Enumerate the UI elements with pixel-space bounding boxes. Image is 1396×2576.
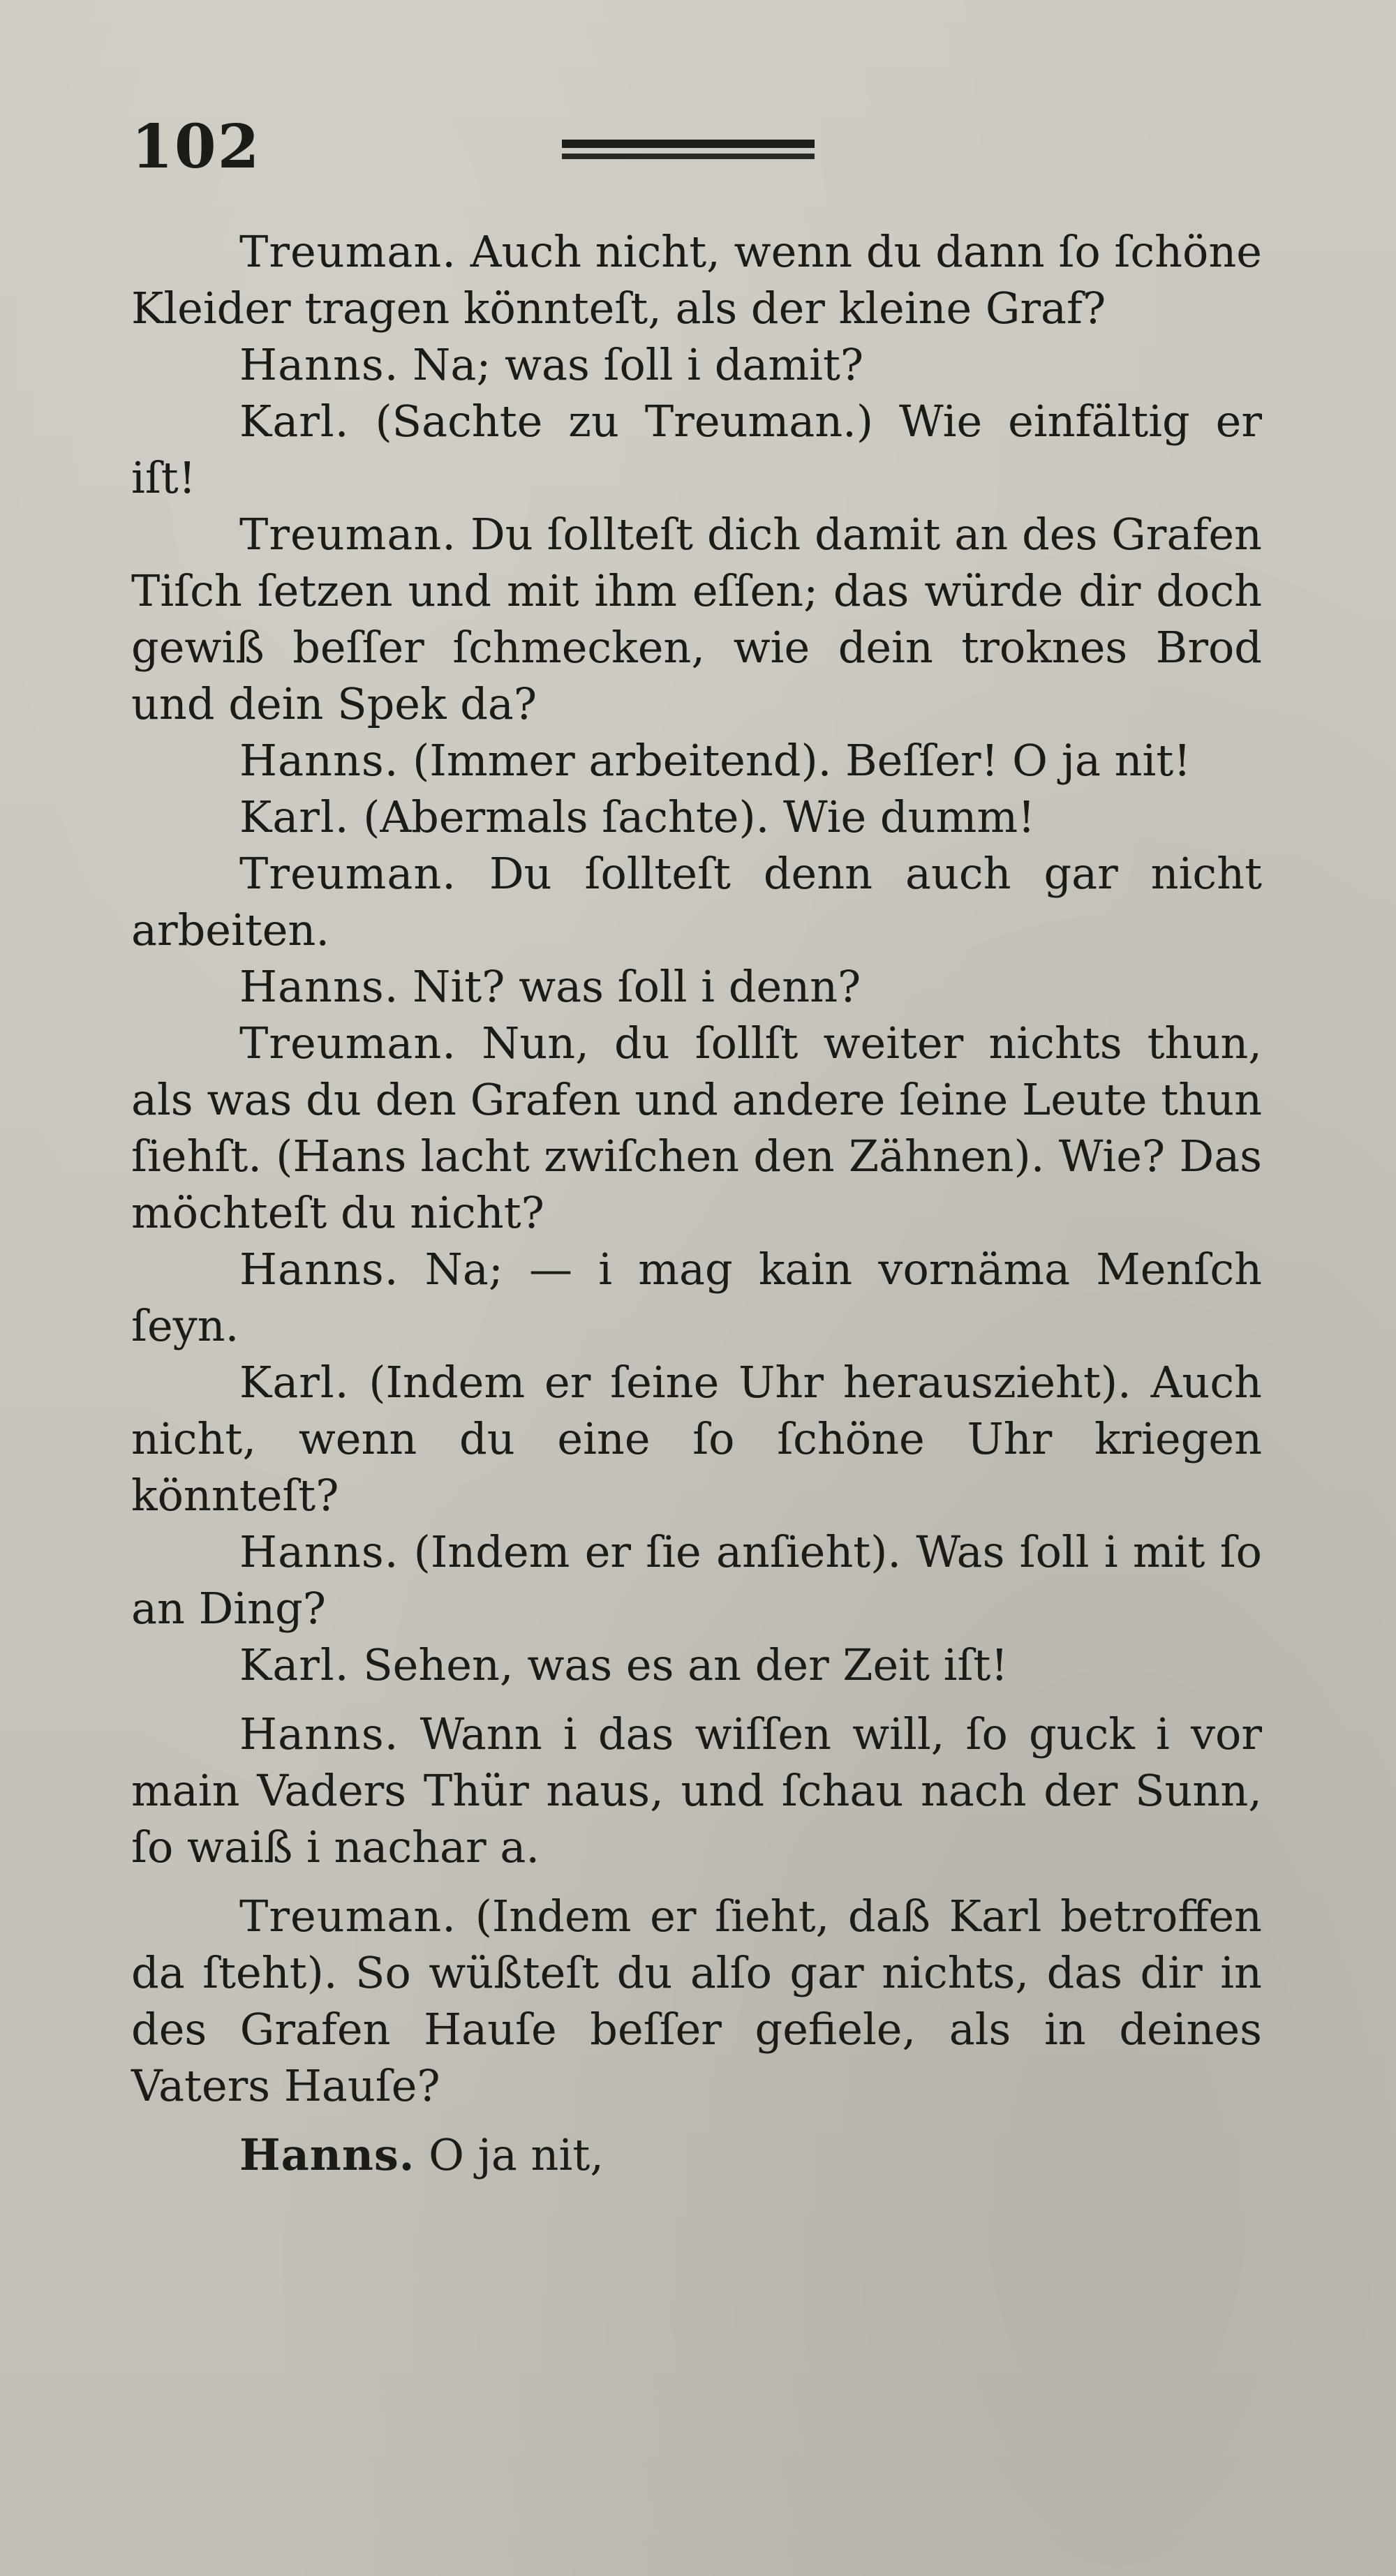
line-text: O ja nit, bbox=[429, 2129, 604, 2180]
line-text: (Abermals ſachte). Wie dumm! bbox=[363, 791, 1036, 842]
speaker-name: Hanns. bbox=[239, 1244, 399, 1295]
dialogue-line bbox=[131, 845, 1262, 958]
speaker-name: Hanns. bbox=[239, 961, 399, 1012]
line-text: Nit? was ſoll i denn? bbox=[413, 961, 861, 1012]
line-text: (Sachte zu Treuman.) Wie einfältig er iſt! bbox=[131, 396, 1263, 503]
dialogue-line bbox=[131, 2127, 1262, 2183]
speaker-name: Hanns. bbox=[239, 1708, 399, 1759]
dialogue-line bbox=[131, 1888, 1262, 2114]
dialogue-line bbox=[131, 336, 1262, 393]
speaker-name: Hanns. bbox=[239, 1526, 399, 1577]
speaker-name: Treuman. bbox=[239, 509, 457, 560]
page-number: 102 bbox=[131, 112, 261, 182]
line-text: (Indem er ſie anſieht). Was ſoll i mit ſo an Ding? bbox=[131, 1526, 1262, 1634]
line-text: (Indem er ſieht, daß Karl betroffen da ſteht). So wüßteſt du alſo gar nichts, das dir in des Grafen Hauſe beſſer gefiele, als in deines Vaters Hauſe? bbox=[131, 1891, 1262, 2111]
speaker-name: Karl. bbox=[239, 791, 350, 842]
dialogue-line bbox=[131, 1524, 1262, 1637]
speaker-name: Hanns. bbox=[239, 2129, 415, 2180]
dialogue-line bbox=[131, 1015, 1262, 1241]
header-rule-bottom-bar bbox=[562, 154, 815, 159]
speaker-name: Treuman. bbox=[239, 848, 457, 899]
dialogue-line bbox=[131, 393, 1262, 506]
speaker-name: Hanns. bbox=[239, 735, 399, 786]
dialogue-line bbox=[131, 1706, 1262, 1875]
line-text: Auch nicht, wenn du dann ſo ſchöne Kleider tragen könnteſt, als der kleine Graf? bbox=[131, 226, 1262, 334]
line-text: Nun, du ſollſt weiter nichts thun, als was du den Grafen und andere ſeine Leute thun ſiehſt. (Hans lacht zwiſchen den Zähnen). Wie? Das möchteſt du nicht? bbox=[131, 1018, 1262, 1238]
speaker-name: Karl. bbox=[239, 1357, 350, 1408]
speaker-name: Treuman. bbox=[239, 1891, 457, 1942]
dialogue-line bbox=[131, 223, 1262, 336]
dialogue-line bbox=[131, 1637, 1262, 1693]
speaker-name: Karl. bbox=[239, 1639, 350, 1690]
line-text: Wann i das wiſſen will, ſo guck i vor main Vaders Thür naus, und ſchau nach der Sunn, ſo waiß i nachar a. bbox=[131, 1708, 1263, 1873]
line-text: Du ſollteſt denn auch gar nicht arbeiten. bbox=[131, 848, 1262, 955]
speaker-name: Karl. bbox=[239, 396, 350, 447]
speaker-name: Treuman. bbox=[239, 226, 457, 277]
line-text: (Immer arbeitend). Beſſer! O ja nit! bbox=[413, 735, 1191, 786]
line-text: Na; — i mag kain vornäma Menſch ſeyn. bbox=[131, 1244, 1263, 1351]
speaker-name: Treuman. bbox=[239, 1018, 457, 1069]
dialogue-line bbox=[131, 1241, 1262, 1354]
dialogue-line bbox=[131, 506, 1262, 732]
header-rule-top-bar bbox=[562, 140, 815, 148]
speaker-name: Hanns. bbox=[239, 339, 399, 390]
dialogue-line bbox=[131, 732, 1262, 789]
line-text: Na; was ſoll i damit? bbox=[413, 339, 864, 390]
header-ornament-rule bbox=[562, 140, 815, 162]
line-text: Du ſollteſt dich damit an des Grafen Tiſch ſetzen und mit ihm eſſen; das würde dir doch gewiß beſſer ſchmecken, wie dein troknes Brod und dein Spek da? bbox=[131, 509, 1262, 729]
dialogue-text bbox=[131, 223, 1262, 2183]
dialogue-line bbox=[131, 958, 1262, 1015]
dialogue-line bbox=[131, 789, 1262, 845]
line-text: Sehen, was es an der Zeit iſt! bbox=[363, 1639, 1009, 1690]
line-text: (Indem er ſeine Uhr herauszieht). Auch nicht, wenn du eine ſo ſchöne Uhr kriegen könnteſt? bbox=[131, 1357, 1262, 1521]
dialogue-line bbox=[131, 1354, 1262, 1524]
